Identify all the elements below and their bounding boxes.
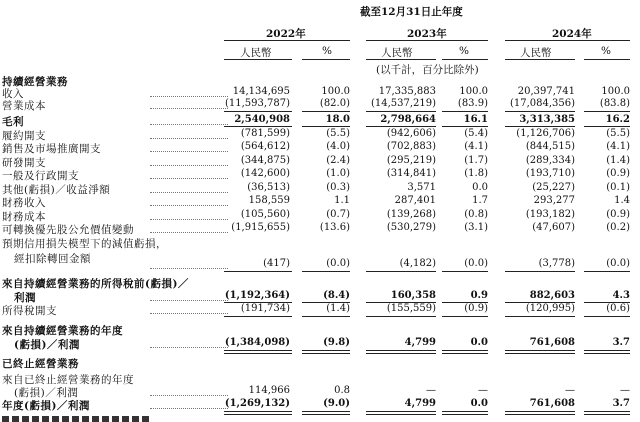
section-discontinued: 已終止經營業務 bbox=[2, 358, 79, 370]
single-rule bbox=[505, 316, 575, 317]
col-rule-2024-b bbox=[584, 59, 630, 60]
row-value: (139,268) bbox=[386, 209, 436, 220]
double-rule bbox=[505, 350, 575, 354]
dot-leader bbox=[150, 151, 228, 152]
row-value: (17,084,356) bbox=[509, 98, 575, 109]
single-rule bbox=[505, 271, 575, 272]
single-rule bbox=[302, 271, 350, 272]
row-value: 4,799 bbox=[404, 337, 436, 348]
row-label: 其他(虧損)／收益淨額 bbox=[2, 184, 111, 196]
row-label-continued: (虧損)／利潤 bbox=[14, 387, 79, 399]
row-value: (0.3) bbox=[326, 182, 350, 193]
single-rule bbox=[224, 302, 292, 303]
cutoff-row bbox=[0, 416, 640, 422]
row-label: 毛利 bbox=[2, 116, 24, 128]
row-value: (191,734) bbox=[240, 303, 290, 314]
row-value: (120,995) bbox=[525, 303, 575, 314]
row-value: (4.1) bbox=[464, 141, 488, 152]
row-value: 0.0 bbox=[470, 398, 488, 409]
row-value: (83.8) bbox=[599, 98, 630, 109]
row-value: (289,334) bbox=[525, 155, 575, 166]
single-rule bbox=[366, 302, 436, 303]
row-value: (0.1) bbox=[606, 182, 630, 193]
row-value: (4.0) bbox=[326, 141, 350, 152]
row-value: 17,335,883 bbox=[378, 86, 436, 97]
row-value: 2,540,908 bbox=[234, 114, 290, 125]
single-rule bbox=[584, 302, 630, 303]
dot-leader bbox=[150, 408, 228, 409]
row-value: (344,875) bbox=[240, 155, 290, 166]
row-value: (314,841) bbox=[386, 168, 436, 179]
single-rule bbox=[584, 316, 630, 317]
row-value: 3,313,385 bbox=[519, 114, 575, 125]
currency-col-2023: 人民幣 bbox=[381, 47, 413, 59]
percent-col-2024: % bbox=[601, 45, 611, 57]
single-rule bbox=[366, 316, 436, 317]
row-value: — bbox=[426, 385, 436, 396]
row-label: 一般及行政開支 bbox=[2, 170, 79, 182]
row-value: (564,612) bbox=[240, 141, 290, 152]
single-rule bbox=[584, 126, 630, 127]
dot-leader bbox=[150, 268, 228, 269]
dot-leader bbox=[150, 192, 228, 193]
period-header: 截至12月31日止年度 bbox=[360, 6, 463, 18]
row-value: 3.7 bbox=[612, 398, 630, 409]
double-rule bbox=[302, 350, 350, 354]
currency-col-2024: 人民幣 bbox=[520, 47, 552, 59]
row-value: (0.0) bbox=[464, 258, 488, 269]
double-rule bbox=[224, 350, 292, 354]
row-label: 營業成本 bbox=[2, 100, 46, 112]
dot-leader bbox=[150, 205, 228, 206]
row-value: (5.5) bbox=[326, 128, 350, 139]
row-value: 882,603 bbox=[529, 290, 575, 301]
row-value: (0.9) bbox=[606, 209, 630, 220]
double-rule bbox=[442, 411, 488, 415]
double-rule bbox=[366, 350, 436, 354]
single-rule bbox=[224, 271, 292, 272]
row-value: (0.6) bbox=[606, 303, 630, 314]
row-label-continued: 經扣除轉回金額 bbox=[14, 253, 91, 265]
row-value: (9.8) bbox=[323, 337, 350, 348]
dot-leader bbox=[150, 219, 228, 220]
row-value: (1.8) bbox=[464, 168, 488, 179]
double-rule bbox=[505, 411, 575, 415]
row-value: (1.4) bbox=[326, 303, 350, 314]
row-value: (9.0) bbox=[323, 398, 350, 409]
row-label: 財務成本 bbox=[2, 211, 46, 223]
single-rule bbox=[442, 126, 488, 127]
row-value: (8.4) bbox=[323, 290, 350, 301]
row-value: (781,599) bbox=[240, 128, 290, 139]
row-label: 研發開支 bbox=[2, 157, 46, 169]
row-value: (3,778) bbox=[538, 258, 575, 269]
row-value: 4,799 bbox=[404, 398, 436, 409]
dot-leader bbox=[150, 178, 228, 179]
row-value: 2,798,664 bbox=[380, 114, 436, 125]
col-rule-2023-a bbox=[366, 59, 436, 60]
row-value: (105,560) bbox=[240, 209, 290, 220]
percent-col-2022: % bbox=[322, 45, 332, 57]
single-rule bbox=[505, 111, 575, 112]
row-value: 0.8 bbox=[334, 385, 350, 396]
row-value: 100.0 bbox=[459, 86, 488, 97]
single-rule bbox=[442, 111, 488, 112]
year-2023: 2023年 bbox=[407, 28, 447, 40]
row-value: 158,559 bbox=[248, 195, 290, 206]
row-value: (1,915,655) bbox=[231, 222, 290, 233]
row-value: 3,571 bbox=[407, 182, 436, 193]
dot-leader bbox=[150, 232, 228, 233]
single-rule bbox=[505, 302, 575, 303]
row-label: 來自已終止經營業務的年度 bbox=[2, 374, 134, 386]
col-rule-2023-b bbox=[442, 59, 488, 60]
row-label: 所得稅開支 bbox=[2, 305, 57, 317]
row-value: (4.1) bbox=[606, 141, 630, 152]
year-2024: 2024年 bbox=[552, 28, 592, 40]
row-label: 來自持續經營業務的所得稅前(虧損)／ bbox=[2, 278, 189, 290]
row-value: 3.7 bbox=[612, 337, 630, 348]
row-value: (1,384,098) bbox=[224, 337, 290, 348]
single-rule bbox=[366, 126, 436, 127]
row-value: 100.0 bbox=[601, 86, 630, 97]
double-rule bbox=[584, 350, 630, 354]
row-value: (2.4) bbox=[326, 155, 350, 166]
currency-col-2022: 人民幣 bbox=[240, 47, 272, 59]
single-rule bbox=[224, 111, 292, 112]
row-value: (0.2) bbox=[606, 222, 630, 233]
row-value: (5.4) bbox=[464, 128, 488, 139]
row-label-continued: (虧損)／利潤 bbox=[14, 339, 80, 351]
row-label: 預期信用損失模型下的減值虧損， bbox=[2, 238, 167, 250]
row-value: (155,559) bbox=[386, 303, 436, 314]
single-rule bbox=[442, 271, 488, 272]
row-value: (0.0) bbox=[606, 258, 630, 269]
row-value: 761,608 bbox=[529, 398, 575, 409]
row-value: 16.2 bbox=[605, 114, 630, 125]
row-value: (193,182) bbox=[525, 209, 575, 220]
row-value: — bbox=[565, 385, 575, 396]
single-rule bbox=[302, 126, 350, 127]
row-value: (5.5) bbox=[606, 128, 630, 139]
row-value: (0.9) bbox=[606, 168, 630, 179]
row-value: 1.7 bbox=[472, 195, 488, 206]
single-rule bbox=[442, 302, 488, 303]
row-value: 761,608 bbox=[529, 337, 575, 348]
row-value: (193,710) bbox=[525, 168, 575, 179]
single-rule bbox=[584, 111, 630, 112]
row-value: (0.8) bbox=[464, 209, 488, 220]
row-label-continued: 利潤 bbox=[14, 292, 36, 304]
year-rule-2024 bbox=[505, 40, 630, 41]
dot-leader bbox=[150, 108, 228, 109]
col-rule-2022-a bbox=[224, 59, 292, 60]
single-rule bbox=[442, 316, 488, 317]
single-rule bbox=[366, 111, 436, 112]
single-rule bbox=[366, 271, 436, 272]
row-value: 160,358 bbox=[390, 290, 436, 301]
double-rule bbox=[366, 411, 436, 415]
double-rule bbox=[224, 411, 292, 415]
col-rule-2022-b bbox=[302, 59, 350, 60]
row-value: 1.4 bbox=[614, 195, 630, 206]
dot-leader bbox=[150, 395, 228, 396]
double-rule bbox=[584, 411, 630, 415]
row-value: (25,227) bbox=[532, 182, 575, 193]
single-rule bbox=[224, 316, 292, 317]
row-value: (83.9) bbox=[457, 98, 488, 109]
row-value: (417) bbox=[263, 258, 290, 269]
dot-leader bbox=[150, 300, 228, 301]
row-value: 114,966 bbox=[248, 385, 290, 396]
row-value: (0.7) bbox=[326, 209, 350, 220]
row-value: (844,515) bbox=[525, 141, 575, 152]
row-value: 20,397,741 bbox=[517, 86, 575, 97]
section-continuing: 持續經營業務 bbox=[2, 76, 68, 88]
percent-col-2023: % bbox=[459, 45, 469, 57]
row-value: (1.7) bbox=[464, 155, 488, 166]
row-value: (942,606) bbox=[386, 128, 436, 139]
row-value: — bbox=[620, 385, 630, 396]
row-value: (295,219) bbox=[386, 155, 436, 166]
double-rule bbox=[302, 411, 350, 415]
single-rule bbox=[505, 126, 575, 127]
row-value: (1.0) bbox=[326, 168, 350, 179]
row-value: (0.9) bbox=[464, 303, 488, 314]
row-label: 來自持續經營業務的年度 bbox=[2, 325, 123, 337]
row-value: 18.0 bbox=[325, 114, 350, 125]
dot-leader bbox=[150, 165, 228, 166]
unit-note: (以千計，百分比除外) bbox=[376, 64, 479, 76]
single-rule bbox=[302, 316, 350, 317]
dot-leader bbox=[150, 96, 228, 97]
row-value: (1,269,132) bbox=[224, 398, 290, 409]
row-value: (47,607) bbox=[532, 222, 575, 233]
dot-leader bbox=[150, 313, 228, 314]
double-rule bbox=[442, 350, 488, 354]
row-value: (3.1) bbox=[464, 222, 488, 233]
row-value: (142,600) bbox=[240, 168, 290, 179]
row-value: (82.0) bbox=[319, 98, 350, 109]
row-value: — bbox=[478, 385, 488, 396]
dot-leader bbox=[150, 124, 228, 125]
row-value: 293,277 bbox=[533, 195, 575, 206]
row-value: 287,401 bbox=[394, 195, 436, 206]
row-value: (36,513) bbox=[247, 182, 290, 193]
single-rule bbox=[224, 126, 292, 127]
row-label: 銷售及市場推廣開支 bbox=[2, 143, 101, 155]
row-value: (4,182) bbox=[399, 258, 436, 269]
row-label: 財務收入 bbox=[2, 197, 46, 209]
row-value: (14,537,219) bbox=[370, 98, 436, 109]
year-2022: 2022年 bbox=[266, 28, 306, 40]
row-value: (13.6) bbox=[319, 222, 350, 233]
row-value: (1,126,706) bbox=[516, 128, 575, 139]
row-value: 100.0 bbox=[321, 86, 350, 97]
row-value: 4.3 bbox=[612, 290, 630, 301]
dot-leader bbox=[150, 138, 228, 139]
row-value: 1.1 bbox=[334, 195, 350, 206]
row-label: 履約開支 bbox=[2, 130, 46, 142]
row-value: (0.0) bbox=[326, 258, 350, 269]
year-rule-2022 bbox=[224, 40, 350, 41]
row-value: (1,192,364) bbox=[224, 290, 290, 301]
year-rule-2023 bbox=[366, 40, 488, 41]
single-rule bbox=[302, 111, 350, 112]
col-rule-2024-a bbox=[505, 59, 575, 60]
row-value: (702,883) bbox=[386, 141, 436, 152]
row-value: (1.4) bbox=[606, 155, 630, 166]
row-label: 收入 bbox=[2, 88, 24, 100]
row-value: 0.0 bbox=[472, 182, 488, 193]
row-value: 14,134,695 bbox=[232, 86, 290, 97]
single-rule bbox=[584, 271, 630, 272]
row-value: (530,279) bbox=[386, 222, 436, 233]
dot-leader bbox=[150, 347, 228, 348]
row-label: 可轉換優先股公允價值變動 bbox=[2, 224, 134, 236]
row-value: 0.0 bbox=[470, 337, 488, 348]
row-value: (11,593,787) bbox=[224, 98, 290, 109]
row-label: 年度(虧損)／利潤 bbox=[2, 400, 90, 412]
row-value: 16.1 bbox=[463, 114, 488, 125]
single-rule bbox=[302, 302, 350, 303]
row-value: 0.9 bbox=[470, 290, 488, 301]
